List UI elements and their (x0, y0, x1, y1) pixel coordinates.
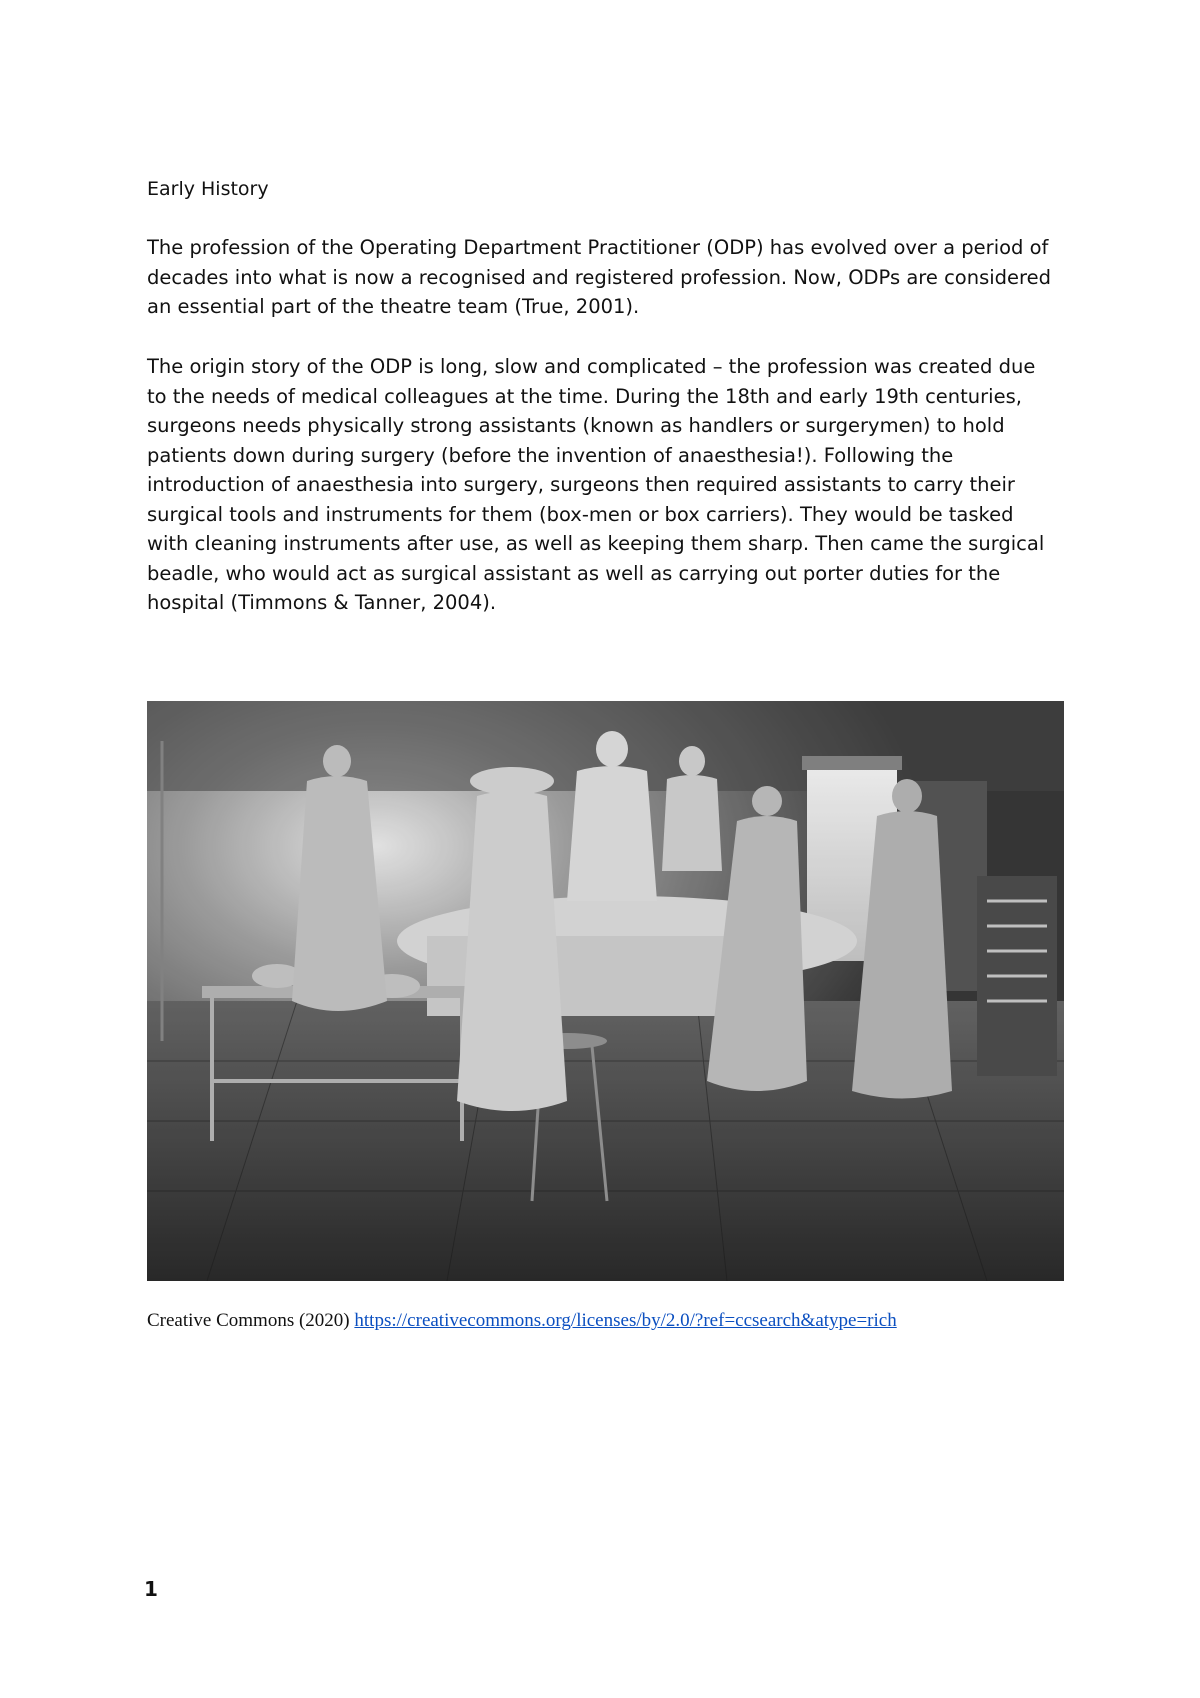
caption-source: Creative Commons (2020) (147, 1310, 350, 1331)
license-link[interactable]: https://creativecommons.org/licenses/by/2.0/?ref=ccsearch&atype=rich (354, 1310, 897, 1331)
section-heading: Early History (147, 178, 269, 200)
page-number: 1 (144, 1577, 158, 1601)
paragraph-line: The origin story of the ODP is long, slow and complicated – the profession was created due (147, 355, 1036, 378)
paragraph-line: with cleaning instruments after use, as well as keeping them sharp. Then came the surgical (147, 532, 1045, 555)
paragraph-line: surgeons needs physically strong assistants (known as handlers or surgerymen) to hold (147, 414, 1005, 437)
paragraph-line: patients down during surgery (before the invention of anaesthesia!). Following the (147, 443, 954, 467)
paragraph-line: The profession of the Operating Department Practitioner (ODP) has evolved over a period of (147, 236, 1049, 259)
paragraph-line: to the needs of medical colleagues at the time. During the 18th and early 19th centuries, (147, 384, 1022, 408)
paragraph-line: introduction of anaesthesia into surgery, surgeons then required assistants to carry their (147, 473, 1015, 496)
paragraph-line: an essential part of the theatre team (True, 2001). (147, 295, 640, 318)
paragraph-line: surgical tools and instruments for them (box-men or box carriers). They would be tasked (147, 502, 1014, 526)
paragraph-1 (147, 233, 1077, 322)
paragraph-line: beadle, who would act as surgical assistant as well as carrying out porter duties for the (147, 561, 1001, 585)
image-caption (147, 1310, 1077, 1332)
historical-operating-theatre-photo (147, 701, 1064, 1281)
paragraph-line: decades into what is now a recognised and registered profession. Now, ODPs are considered (147, 265, 1051, 289)
paragraph-2 (147, 352, 1077, 618)
paragraph-line: hospital (Timmons & Tanner, 2004). (147, 591, 497, 614)
